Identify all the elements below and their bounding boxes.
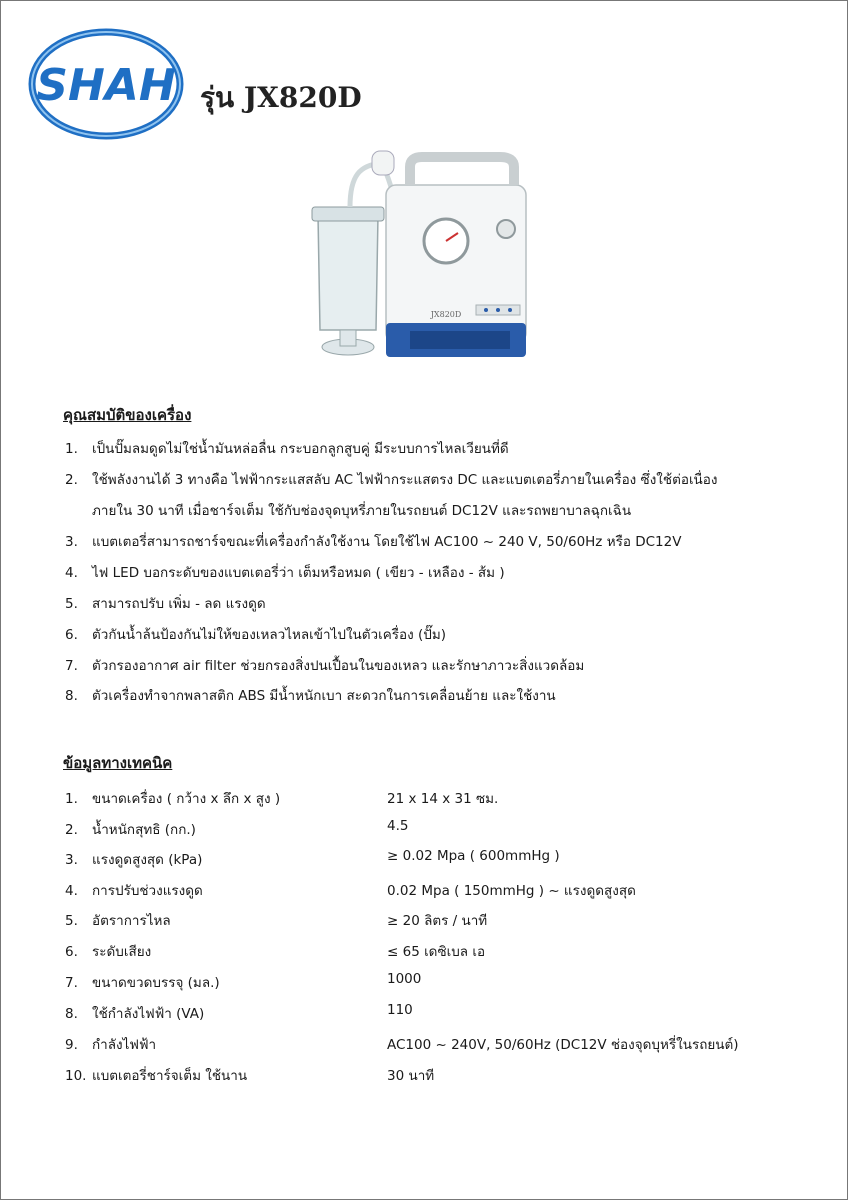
device-model-label: JX820D — [430, 310, 462, 319]
spec-row — [65, 909, 825, 931]
feature-item — [65, 561, 505, 583]
feature-text: ตัวกรองอากาศ air filter ช่วยกรองสิ่งปนเปื้อนในของเหลว และรักษาภาวะสิ่งแวดล้อม — [92, 658, 585, 674]
feature-number: 5. — [65, 596, 78, 612]
feature-item — [65, 468, 718, 519]
feature-text: เป็นปั๊มลมดูดไม่ใช่น้ำมันหล่อลื่น กระบอกลูกสูบคู่ มีระบบการไหลเวียนที่ดี — [92, 441, 509, 457]
spec-row — [65, 879, 825, 901]
feature-item — [65, 530, 681, 552]
spec-value: ≥ 20 ลิตร / นาที — [387, 913, 488, 929]
spec-value: AC100 ~ 240V, 50/60Hz (DC12V ช่องจุดบุหรี่ในรถยนต์) — [387, 1037, 739, 1053]
spec-row — [65, 971, 825, 993]
feature-item — [65, 623, 446, 645]
feature-text: ใช้พลังงานได้ 3 ทางคือ ไฟฟ้ากระแสสลับ AC ไฟฟ้ากระแสตรง DC และแบตเตอรี่ภายในเครื่อง ซึ่งใช้ต่อเนื่อง — [92, 472, 718, 488]
spec-label: น้ำหนักสุทธิ (กก.) — [92, 822, 196, 838]
spec-number: 8. — [65, 1006, 78, 1022]
feature-number: 7. — [65, 658, 78, 674]
spec-value: 30 นาที — [387, 1068, 435, 1084]
feature-number: 8. — [65, 688, 78, 704]
spec-label: แบตเตอรี่ชาร์จเต็ม ใช้นาน — [92, 1068, 248, 1084]
model-title: รุ่น JX820D — [200, 81, 362, 114]
logo-wordmark: SHAH — [36, 60, 176, 111]
spec-number: 7. — [65, 975, 78, 991]
feature-item — [65, 684, 556, 706]
shah-logo — [28, 28, 184, 140]
spec-value: ≤ 65 เดซิเบล เอ — [387, 944, 486, 960]
spec-row — [65, 787, 825, 809]
feature-text: ไฟ LED บอกระดับของแบตเตอรี่ว่า เต็มหรือหมด ( เขียว - เหลือง - ส้ม ) — [92, 565, 505, 581]
spec-label: ขนาดเครื่อง ( กว้าง x ลึก x สูง ) — [92, 791, 281, 807]
spec-value: 110 — [387, 1002, 413, 1018]
spec-number: 4. — [65, 883, 78, 899]
feature-text: ตัวกันน้ำล้นป้องกันไม่ให้ของเหลวไหลเข้าไปในตัวเครื่อง (ปั๊ม) — [92, 627, 447, 643]
feature-text: แบตเตอรี่สามารถชาร์จขณะที่เครื่องกำลังใช้งาน โดยใช้ไฟ AC100 ~ 240 V, 50/60Hz หรือ DC12V — [92, 534, 682, 550]
spec-row — [65, 848, 825, 870]
spec-row — [65, 1002, 825, 1024]
spec-number: 2. — [65, 822, 78, 838]
spec-number: 10. — [65, 1068, 87, 1084]
spec-row — [65, 940, 825, 962]
feature-item — [65, 437, 509, 459]
feature-number: 4. — [65, 565, 78, 581]
spec-number: 9. — [65, 1037, 78, 1053]
spec-label: แรงดูดสูงสุด (kPa) — [92, 852, 203, 868]
feature-text: สามารถปรับ เพิ่ม - ลด แรงดูด — [92, 596, 266, 612]
feature-number: 2. — [65, 472, 78, 488]
spec-label: กำลังไฟฟ้า — [92, 1037, 157, 1053]
spec-number: 6. — [65, 944, 78, 960]
spec-label: ใช้กำลังไฟฟ้า (VA) — [92, 1006, 205, 1022]
spec-label: ขนาดขวดบรรจุ (มล.) — [92, 975, 220, 991]
features-heading: คุณสมบัติของเครื่อง — [63, 406, 192, 424]
spec-value: 0.02 Mpa ( 150mmHg ) ~ แรงดูดสูงสุด — [387, 883, 636, 899]
feature-item — [65, 592, 266, 614]
spec-label: ระดับเสียง — [92, 944, 152, 960]
spec-value: ≥ 0.02 Mpa ( 600mmHg ) — [387, 848, 560, 864]
suction-pump-image — [300, 145, 540, 370]
spec-row — [65, 1064, 825, 1086]
spec-value: 21 x 14 x 31 ซม. — [387, 791, 499, 807]
feature-text: ตัวเครื่องทำจากพลาสติก ABS มีน้ำหนักเบา สะดวกในการเคลื่อนย้าย และใช้งาน — [92, 688, 556, 704]
feature-number: 3. — [65, 534, 78, 550]
feature-number: 1. — [65, 441, 78, 457]
spec-row — [65, 1033, 825, 1055]
specs-heading: ข้อมูลทางเทคนิค — [63, 754, 173, 772]
spec-label: การปรับช่วงแรงดูด — [92, 883, 203, 899]
spec-number: 5. — [65, 913, 78, 929]
feature-item — [65, 654, 584, 676]
spec-row — [65, 818, 825, 840]
spec-number: 3. — [65, 852, 78, 868]
spec-value: 1000 — [387, 971, 422, 987]
spec-label: อัตราการไหล — [92, 913, 171, 929]
spec-number: 1. — [65, 791, 78, 807]
feature-text-continued: ภายใน 30 นาที เมื่อชาร์จเต็ม ใช้กับช่องจุดบุหรี่ภายในรถยนต์ DC12V และรถพยาบาลฉุกเฉิน — [92, 503, 632, 519]
spec-value: 4.5 — [387, 818, 409, 834]
feature-number: 6. — [65, 627, 78, 643]
